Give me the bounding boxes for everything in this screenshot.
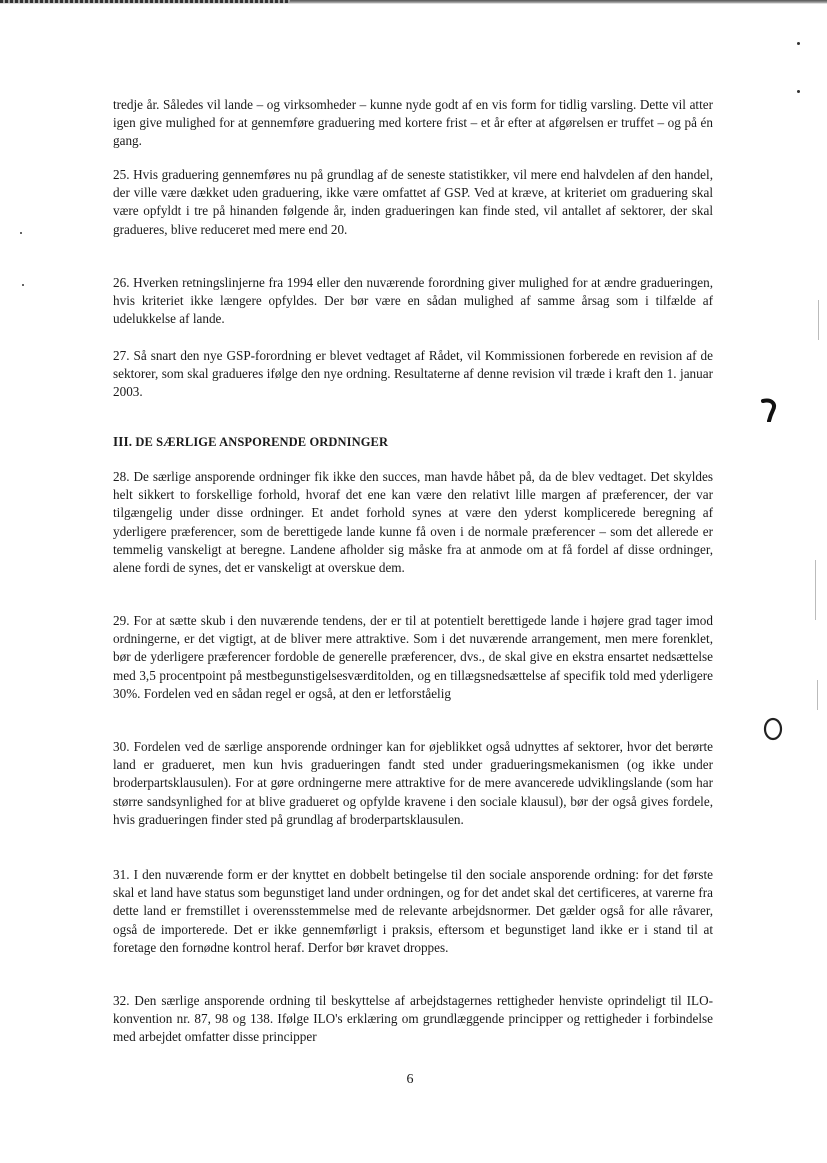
paragraph-31: 31. I den nuværende form er der knyttet en dobbelt betingelse til den sociale ansporende ordning: for det første skal et land have status som begunstiget land under ordningen, og for det andet skal det certificeres, at varerne fra dette land er fremstillet i overensstemmelse med de relevante arbejdsnormer. Det gælder også for alle råvarer, også de importerede. Det er ikke gennemførligt i praksis, eftersom et begunstiget land ikke er i stand til at foretage den fornødne kontrol heraf. Derfor bør kravet droppes. xyxy=(113,867,713,955)
section-title: DE SÆRLIGE ANSPORENDE ORDNINGER xyxy=(135,435,389,449)
paragraph-30: 30. Fordelen ved de særlige ansporende ordninger kan for øjeblikket også udnyttes af sektorer, hvor det berørte land er gradueret, men kun hvis gradueringen fandt sted under gradueringsmekanismen (og ikke under broderpartsklausulen). For at gøre ordningerne mere attraktive for de mere avancerede udviklingslande (som har større sandsynlighed for at blive gradueret og opfylde kravene i den sociale klausul), bør der også gives fordele, hvis gradueringen finder sted på grundlag af broderpartsklausulen. xyxy=(113,739,713,827)
paragraph-28: 28. De særlige ansporende ordninger fik ikke den succes, man havde håbet på, da de blev vedtaget. Det skyldes helt sikkert to forskellige forhold, hvoraf det ene kan være den relativt lille margen af præferencer, der var tilgængelig under disse ordninger. Et andet forhold synes at være den yderst komplicerede beregning af yderligere præferencer, som de berettigede lande kunne få oven i de normale præferencer – som det allerede er temmelig vanskeligt at beregne. Landene afholder sig måske fra at anmode om at få fordel af disse ordninger, alene fordi de synes, det er vanskeligt at overskue dem. xyxy=(113,469,713,576)
page-number: 6 xyxy=(406,1072,414,1087)
paragraph-intro: tredje år. Således vil lande – og virksomheder – kunne nyde godt af en vis form for tidlig varsling. Dette vil atter igen give mulighed for at gennemføre graduering med kortere frist – et år efter at afgørelsen er truffet – og på én gang. xyxy=(113,97,713,149)
punch-hole-shadow-bottom xyxy=(762,716,784,742)
scan-speck xyxy=(22,284,24,286)
punch-hole-shadow-top xyxy=(760,398,778,422)
paragraph-26: 26. Hverken retningslinjerne fra 1994 eller den nuværende forordning giver mulighed for at ændre gradueringen, hvis kriteriet ikke længere opfyldes. Der bør være en sådan mulighed af samme årsag som i tilfælde af udelukkelse af lande. xyxy=(113,275,713,327)
scan-speck xyxy=(20,232,22,234)
section-number: III. xyxy=(113,434,133,449)
section-heading xyxy=(113,434,388,450)
paragraph-25: 25. Hvis graduering gennemføres nu på grundlag af de seneste statistikker, vil mere end halvdelen af den handel, der ville være dækket uden graduering, ikke være omfattet af GSP. Ved at kræve, at kriteriet om graduering skal være opfyldt i tre på hinanden følgende år, inden gradueringen kan finde sted, vil antallet af sektorer, der skal gradueres, blive reduceret med mere end 20. xyxy=(113,167,713,237)
scan-edge-noise xyxy=(815,560,816,620)
scan-edge-noise xyxy=(818,300,819,340)
paragraph-29: 29. For at sætte skub i den nuværende tendens, der er til at potentielt berettigede lande i højere grad tager imod ordningerne, er det vigtigt, at de bliver mere attraktive. Som i det nuværende arrangement, men mere forenklet, bør de yderligere præferencer fordoble de generelle præferencer, dvs., de skal give en ekstra ensartet nedsættelse med 3,5 procentpoint på mestbegunstigelsesværditolden, og en tillægsnedsættelse af specifik told med yderligere 30%. Fordelen ved en sådan regel er også, at den er letforståelig xyxy=(113,613,713,701)
paragraph-27: 27. Så snart den nye GSP-forordning er blevet vedtaget af Rådet, vil Kommissionen forberede en revision af de sektorer, som skal gradueres ifølge den nye ordning. Resultaterne af denne revision vil træde i kraft den 1. januar 2003. xyxy=(113,348,713,400)
paragraph-32: 32. Den særlige ansporende ordning til beskyttelse af arbejdstagernes rettigheder henviste oprindeligt til ILO-konvention nr. 87, 98 og 138. Ifølge ILO's erklæring om grundlæggende principper og rettigheder i forbindelse med arbejdet omfatter disse principper xyxy=(113,993,713,1045)
scan-speck xyxy=(797,42,800,45)
scan-edge-noise xyxy=(817,680,818,710)
scan-speck xyxy=(797,90,800,93)
scan-top-noise xyxy=(0,0,290,3)
